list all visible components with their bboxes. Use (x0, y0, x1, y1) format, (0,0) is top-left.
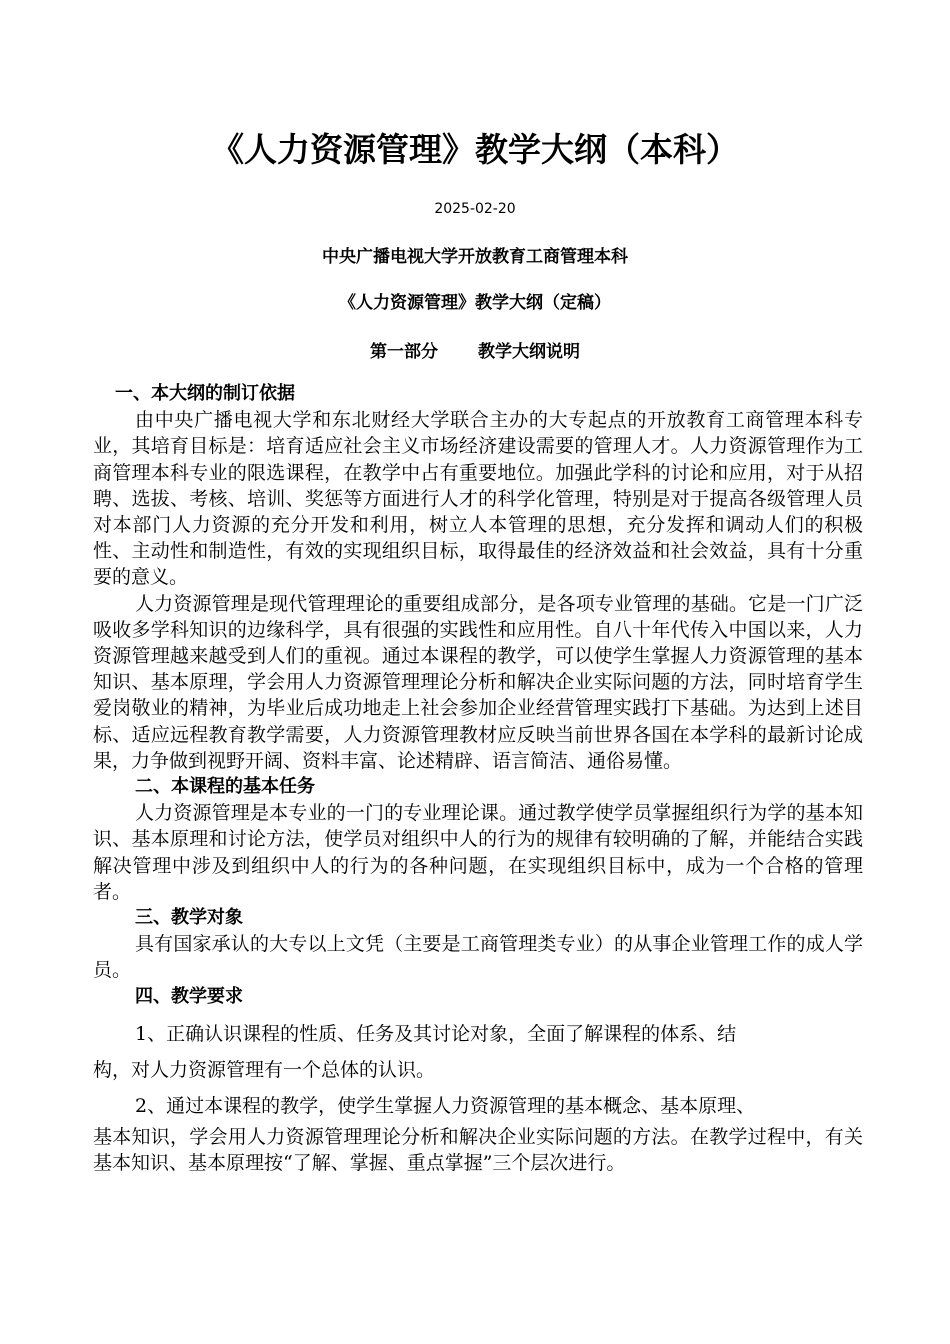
document-title: 《人力资源管理》教学大纲（本科） (211, 130, 739, 169)
requirement-item (93, 1016, 863, 1052)
part-heading (0, 340, 950, 364)
section-heading: 一、本大纲的制订依据 (115, 383, 295, 404)
requirement-text: 、正确认识课程的性质、任务及其讨论对象，全面了解课程的体系、结 (147, 1022, 737, 1045)
syllabus-subhead: 《人力资源管理》教学大纲（定稿） (339, 293, 611, 313)
requirement-number: 1 (135, 1022, 148, 1045)
requirement-text: 、通过本课程的教学，使学生掌握人力资源管理的基本概念、基本原理、 (147, 1094, 756, 1117)
part-label: 第一部分 (370, 342, 438, 362)
requirement-continuation: 构，对人力资源管理有一个总体的认识。 (93, 1058, 436, 1081)
section-heading: 三、教学对象 (135, 907, 243, 929)
document-date: 2025-02-20 (434, 201, 516, 217)
document-body (93, 381, 863, 1176)
paragraph: 人力资源管理是本专业的一门的专业理论课。通过教学使学员掌握组织行为学的基本知识、基本原理和讨论方法，使学员对组织中人的行为的规律有较明确的了解，并能结合实践解决管理中涉及到组织中人的行为的各种问题，在实现组织目标中，成为一个合格的管理者。 (93, 802, 863, 903)
requirement-number: 2 (135, 1094, 148, 1117)
requirement-item (93, 1088, 863, 1124)
institution-subhead: 中央广播电视大学开放教育工商管理本科 (322, 247, 628, 267)
section-heading: 二、本课程的基本任务 (135, 776, 315, 798)
requirement-continuation: 基本知识，学会用人力资源管理理论分析和解决企业实际问题的方法。在教学过程中，有关基本知识、基本原理按“了解、掌握、重点掌握”三个层次进行。 (93, 1125, 863, 1175)
section-heading: 四、教学要求 (135, 985, 243, 1007)
paragraph: 由中央广播电视大学和东北财经大学联合主办的大专起点的开放教育工商管理本科专业，其培育目标是：培育适应社会主义市场经济建设需要的管理人才。人力资源管理作为工商管理本科专业的限选课程，在教学中占有重要地位。加强此学科的讨论和应用，对于从招聘、选拔、考核、培训、奖惩等方面进行人才的科学化管理，特别是对于提高各级管理人员对本部门人力资源的充分开发和利用，树立人本管理的思想，充分发挥和调动人们的积极性、主动性和制造性，有效的实现组织目标，取得最佳的经济效益和社会效益，具有十分重要的意义。 (93, 409, 863, 589)
part-name: 教学大纲说明 (478, 342, 580, 362)
paragraph: 具有国家承认的大专以上文凭（主要是工商管理类专业）的从事企业管理工作的成人学员。 (93, 933, 863, 982)
paragraph: 人力资源管理是现代管理理论的重要组成部分，是各项专业管理的基础。它是一门广泛吸收多学科知识的边缘科学，具有很强的实践性和应用性。自八十年代传入中国以来，人力资源管理越来越受到人们的重视。通过本课程的教学，可以使学生掌握人力资源管理的基本知识、基本原理，学会用人力资源管理理论分析和解决企业实际问题的方法，同时培育学生爱岗敬业的精神，为毕业后成功地走上社会参加企业经营管理实践打下基础。为达到上述目标、适应远程教育教学需要，人力资源管理教材应反映当前世界各国在本学科的最新讨论成果，力争做到视野开阔、资料丰富、论述精辟、语言简洁、通俗易懂。 (93, 592, 863, 772)
requirements-list (93, 1016, 863, 1176)
